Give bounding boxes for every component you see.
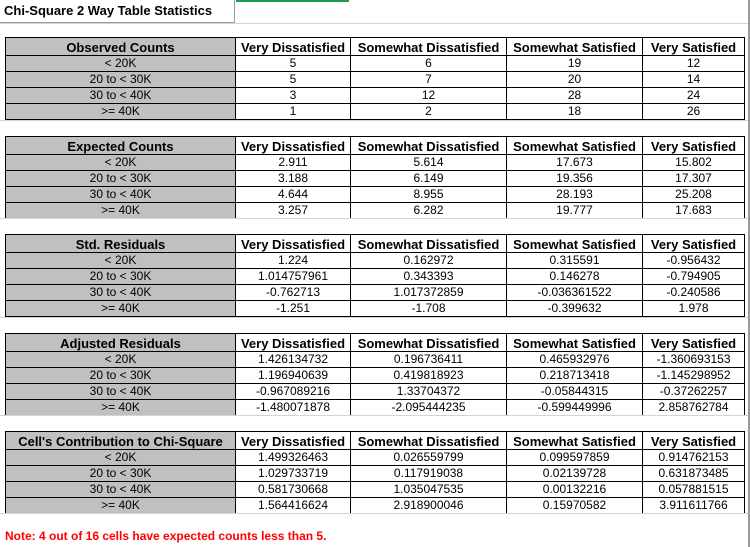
table-cell[interactable]: 2.918900046	[350, 497, 507, 514]
row-label[interactable]: 30 to < 40K	[5, 284, 236, 301]
row-label[interactable]: 30 to < 40K	[5, 186, 236, 203]
row-label[interactable]: >= 40K	[5, 202, 236, 219]
table-cell[interactable]: 20	[506, 71, 643, 88]
table-cell[interactable]: 1.196940639	[235, 367, 351, 384]
row-label[interactable]: 30 to < 40K	[5, 383, 236, 400]
table-cell[interactable]: 25.208	[642, 186, 745, 203]
table-cell[interactable]: 5.614	[350, 154, 507, 171]
table-cell[interactable]: 5	[235, 55, 351, 72]
table-cell[interactable]: 1.035047535	[350, 481, 507, 498]
table-cell[interactable]: 1.33704372	[350, 383, 507, 400]
table-cell[interactable]: 19.356	[506, 170, 643, 187]
row-label[interactable]: 20 to < 30K	[5, 465, 236, 482]
section-heading-observed-counts[interactable]: Observed Counts	[5, 37, 236, 56]
gridline	[0, 23, 750, 24]
column-header-somewhat-satisfied[interactable]: Somewhat Satisfied	[506, 136, 643, 155]
column-header-very-dissatisfied[interactable]: Very Dissatisfied	[235, 37, 351, 56]
column-header-very-dissatisfied[interactable]: Very Dissatisfied	[235, 136, 351, 155]
table-cell[interactable]: 1.017372859	[350, 284, 507, 301]
table-cell[interactable]: 28	[506, 87, 643, 104]
table-cell[interactable]: 6	[350, 55, 507, 72]
column-header-somewhat-satisfied[interactable]: Somewhat Satisfied	[506, 234, 643, 253]
column-header-somewhat-dissatisfied[interactable]: Somewhat Dissatisfied	[350, 333, 507, 352]
row-label[interactable]: >= 40K	[5, 399, 236, 416]
column-header-somewhat-dissatisfied[interactable]: Somewhat Dissatisfied	[350, 37, 507, 56]
row-label[interactable]: 30 to < 40K	[5, 481, 236, 498]
gridline	[0, 415, 750, 416]
table-cell[interactable]: 26	[642, 103, 745, 120]
table-cell[interactable]: 2.911	[235, 154, 351, 171]
table-cell[interactable]: 19.777	[506, 202, 643, 219]
table-cell[interactable]: 12	[642, 55, 745, 72]
table-cell[interactable]: 19	[506, 55, 643, 72]
table-cell[interactable]: 2	[350, 103, 507, 120]
table-cell[interactable]: 17.683	[642, 202, 745, 219]
gridline	[0, 120, 750, 121]
table-cell[interactable]: 24	[642, 87, 745, 104]
table-cell[interactable]: 1.564416624	[235, 497, 351, 514]
table-cell[interactable]: 28.193	[506, 186, 643, 203]
table-cell[interactable]: 0.315591	[506, 252, 643, 269]
row-label[interactable]: 20 to < 30K	[5, 170, 236, 187]
table-cell[interactable]: -2.095444235	[350, 399, 507, 416]
table-cell[interactable]: 0.15970582	[506, 497, 643, 514]
table-cell[interactable]: 0.099597859	[506, 449, 643, 466]
row-label[interactable]: >= 40K	[5, 497, 236, 514]
table-cell[interactable]: 0.581730668	[235, 481, 351, 498]
note-text[interactable]: Note: 4 out of 16 cells have expected counts less than 5.	[5, 529, 327, 543]
table-cell[interactable]: 5	[235, 71, 351, 88]
column-header-somewhat-satisfied[interactable]: Somewhat Satisfied	[506, 333, 643, 352]
table-cell[interactable]: -0.762713	[235, 284, 351, 301]
table-cell[interactable]: 0.465932976	[506, 351, 643, 368]
table-cell[interactable]: -1.251	[235, 300, 351, 317]
table-cell[interactable]: 15.802	[642, 154, 745, 171]
row-label[interactable]: >= 40K	[5, 103, 236, 120]
table-cell[interactable]: -0.967089216	[235, 383, 351, 400]
table-cell[interactable]: 3.911611766	[642, 497, 745, 514]
table-cell[interactable]: -0.399632	[506, 300, 643, 317]
row-label[interactable]: < 20K	[5, 252, 236, 269]
table-cell[interactable]: 2.858762784	[642, 399, 745, 416]
sheet-title-cell[interactable]: Chi-Square 2 Way Table Statistics	[0, 0, 235, 23]
row-label[interactable]: < 20K	[5, 55, 236, 72]
column-header-somewhat-satisfied[interactable]: Somewhat Satisfied	[506, 431, 643, 450]
column-header-very-satisfied[interactable]: Very Satisfied	[642, 234, 745, 253]
table-cell[interactable]: -1.480071878	[235, 399, 351, 416]
row-label[interactable]: < 20K	[5, 351, 236, 368]
table-cell[interactable]: 0.343393	[350, 268, 507, 285]
column-header-very-satisfied[interactable]: Very Satisfied	[642, 136, 745, 155]
table-cell[interactable]: 1.224	[235, 252, 351, 269]
row-label[interactable]: 20 to < 30K	[5, 367, 236, 384]
table-cell[interactable]: 0.00132216	[506, 481, 643, 498]
column-header-very-dissatisfied[interactable]: Very Dissatisfied	[235, 234, 351, 253]
table-cell[interactable]: 17.673	[506, 154, 643, 171]
cell-selection-indicator	[236, 0, 349, 2]
column-header-somewhat-dissatisfied[interactable]: Somewhat Dissatisfied	[350, 431, 507, 450]
gridline	[0, 317, 750, 318]
table-cell[interactable]: 6.149	[350, 170, 507, 187]
table-cell[interactable]: 7	[350, 71, 507, 88]
section-heading-cell-s-contribution-to-chi-square[interactable]: Cell's Contribution to Chi-Square	[5, 431, 236, 450]
table-cell[interactable]: -0.599449996	[506, 399, 643, 416]
table-cell[interactable]: 0.218713418	[506, 367, 643, 384]
section-heading-std-residuals[interactable]: Std. Residuals	[5, 234, 236, 253]
row-label[interactable]: >= 40K	[5, 300, 236, 317]
table-cell[interactable]: 0.146278	[506, 268, 643, 285]
section-heading-adjusted-residuals[interactable]: Adjusted Residuals	[5, 333, 236, 352]
table-cell[interactable]: 0.026559799	[350, 449, 507, 466]
column-header-very-dissatisfied[interactable]: Very Dissatisfied	[235, 431, 351, 450]
column-header-somewhat-satisfied[interactable]: Somewhat Satisfied	[506, 37, 643, 56]
table-cell[interactable]: 3.257	[235, 202, 351, 219]
table-cell[interactable]: 1.029733719	[235, 465, 351, 482]
table-cell[interactable]: 0.117919038	[350, 465, 507, 482]
table-cell[interactable]: 3	[235, 87, 351, 104]
row-label[interactable]: < 20K	[5, 154, 236, 171]
table-cell[interactable]: 0.631873485	[642, 465, 745, 482]
row-label[interactable]: 20 to < 30K	[5, 268, 236, 285]
column-header-very-satisfied[interactable]: Very Satisfied	[642, 37, 745, 56]
table-cell[interactable]: 1.426134732	[235, 351, 351, 368]
table-cell[interactable]: -1.360693153	[642, 351, 745, 368]
table-cell[interactable]: -0.956432	[642, 252, 745, 269]
table-cell[interactable]: 6.282	[350, 202, 507, 219]
row-label[interactable]: 30 to < 40K	[5, 87, 236, 104]
table-cell[interactable]: 1.499326463	[235, 449, 351, 466]
gridline	[0, 513, 750, 514]
column-header-somewhat-dissatisfied[interactable]: Somewhat Dissatisfied	[350, 234, 507, 253]
table-cell[interactable]: 18	[506, 103, 643, 120]
column-header-very-satisfied[interactable]: Very Satisfied	[642, 431, 745, 450]
table-cell[interactable]: -1.708	[350, 300, 507, 317]
table-cell[interactable]: 0.419818923	[350, 367, 507, 384]
row-label[interactable]: < 20K	[5, 449, 236, 466]
table-cell[interactable]: 8.955	[350, 186, 507, 203]
table-cell[interactable]: 0.02139728	[506, 465, 643, 482]
section-heading-expected-counts[interactable]: Expected Counts	[5, 136, 236, 155]
gridline	[0, 218, 750, 219]
table-cell[interactable]: 14	[642, 71, 745, 88]
table-cell[interactable]: 1.978	[642, 300, 745, 317]
column-header-very-satisfied[interactable]: Very Satisfied	[642, 333, 745, 352]
table-cell[interactable]: -0.794905	[642, 268, 745, 285]
table-cell[interactable]: 1	[235, 103, 351, 120]
table-cell[interactable]: -1.145298952	[642, 367, 745, 384]
row-label[interactable]: 20 to < 30K	[5, 71, 236, 88]
table-cell[interactable]: -0.036361522	[506, 284, 643, 301]
column-header-somewhat-dissatisfied[interactable]: Somewhat Dissatisfied	[350, 136, 507, 155]
table-cell[interactable]: 17.307	[642, 170, 745, 187]
column-header-very-dissatisfied[interactable]: Very Dissatisfied	[235, 333, 351, 352]
table-cell[interactable]: 0.196736411	[350, 351, 507, 368]
table-cell[interactable]: -0.240586	[642, 284, 745, 301]
table-cell[interactable]: -0.05844315	[506, 383, 643, 400]
table-cell[interactable]: 0.914762153	[642, 449, 745, 466]
table-cell[interactable]: -0.37262257	[642, 383, 745, 400]
table-cell[interactable]: 0.057881515	[642, 481, 745, 498]
table-cell[interactable]: 0.162972	[350, 252, 507, 269]
table-cell[interactable]: 12	[350, 87, 507, 104]
table-cell[interactable]: 3.188	[235, 170, 351, 187]
table-cell[interactable]: 4.644	[235, 186, 351, 203]
table-cell[interactable]: 1.014757961	[235, 268, 351, 285]
